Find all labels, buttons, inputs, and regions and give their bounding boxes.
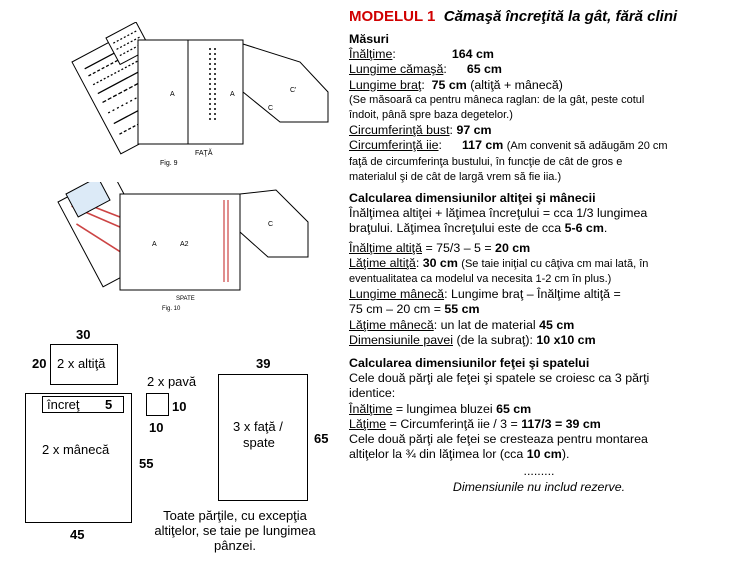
svg-text:A: A bbox=[152, 241, 157, 248]
altita-piece bbox=[50, 344, 118, 385]
altita-calc-title: Calcularea dimensiunilor altiţei şi mânecii bbox=[349, 191, 596, 206]
maneca-height: 55 bbox=[139, 456, 154, 471]
fata-label-2: spate bbox=[243, 435, 275, 450]
page-title bbox=[349, 8, 734, 26]
altita-width: 30 bbox=[76, 327, 91, 342]
fata-calc-title: Calcularea dimensiunilor feţei şi spatelui bbox=[349, 356, 590, 371]
pava-piece bbox=[146, 393, 169, 416]
fig9-caption: Fig. 9 bbox=[160, 160, 178, 167]
maneca-width: 45 bbox=[70, 527, 85, 542]
svg-text:C: C bbox=[268, 221, 274, 228]
figure-9-front bbox=[10, 22, 340, 172]
figure-10-back bbox=[28, 182, 338, 322]
footer-note: Dimensiunile nu includ rezerve. bbox=[452, 479, 626, 494]
altita-label: 2 x altiţă bbox=[57, 356, 106, 371]
model-number: MODELUL 1 bbox=[349, 8, 436, 25]
fig10-caption: Fig. 10 bbox=[162, 306, 181, 312]
increti-strip bbox=[42, 396, 124, 413]
svg-text:C: C bbox=[268, 105, 274, 112]
pava-label: 2 x pavă bbox=[147, 374, 197, 389]
maneca-piece bbox=[25, 393, 132, 523]
svg-text:C': C' bbox=[290, 87, 297, 94]
fata-height: 65 bbox=[314, 431, 329, 446]
increti-value: 5 bbox=[105, 397, 113, 412]
model-subtitle: Cămaşă încreţită la gât, fără clini bbox=[443, 8, 678, 25]
fata-label-1: 3 x faţă / bbox=[233, 419, 283, 434]
increti-label: încreţ bbox=[47, 397, 80, 412]
instructions-column: MODELUL 1 Cămaşă încreţită la gât, fără clini Măsuri Înălţime: 164 cm Lungime cămaşă: 65 cm Lungime braţ: 75 cm (altiţă + mânecă) (Se măsoară ca pentru mâneca raglan: de la gât, peste cotul îndoit, până spre baza degetelor.) Circumferinţă bust: 97 cm Circumferinţă iie: 117 cm (Am convenit să adăugăm 20 cm faţă de circumferinţa bustului, în funcţie de cât de gros e materialul şi de cât de largă vrem să fie iia.) Calcularea dimensiunilor altiţei şi mânecii Înălţimea altiţei + lăţimea încreţului = cca 1/3 lungimea braţului. Lăţimea încreţului este de cca 5-6 cm. Înălţime altiţă = 75/3 – 5 = 20 cm Lăţime altiţă: 30 cm (Se taie iniţial cu câţiva cm mai lată, în eventualitatea ca modelul va necesita 1-2 cm în plus.) Lungime mânecă: Lungime braţ – Înălţime altiţă = 75 cm – 20 cm = 55 cm Lăţime mânecă: un lat de material 45 cm Dimensiunile pavei (de la subraţ): 10 x10 cm Calcularea dimensiunilor feţei şi spatelui Cele două părţi ale feţei şi spatele se croiesc ca 3 părţi identice: Înălţime = lungimea bluzei 65 cm Lăţime = Circumferinţă iie / 3 = 117/3 = 39 cm Cele două părţi ale feţei se cresteaza pentru montarea altiţelor la ¾ din lăţimea lor (cca 10 cm). ......... Dimensiunile nu includ rezerve. bbox=[349, 8, 734, 495]
svg-text:A: A bbox=[170, 91, 175, 98]
cutting-note: Toate părţile, cu excepţia altiţelor, se taie pe lungimea pânzei. bbox=[154, 508, 316, 553]
fig9-label: FAŢĂ bbox=[195, 150, 213, 157]
fata-width: 39 bbox=[256, 356, 271, 371]
measurements-title: Măsuri bbox=[349, 32, 389, 46]
pava-w: 10 bbox=[172, 399, 187, 414]
pava-h: 10 bbox=[149, 420, 164, 435]
fata-piece bbox=[218, 374, 308, 501]
fig10-label: SPATE bbox=[176, 296, 195, 302]
svg-text:A: A bbox=[230, 91, 235, 98]
altita-height: 20 bbox=[32, 356, 47, 371]
maneca-label: 2 x mânecă bbox=[42, 442, 110, 457]
svg-text:A2: A2 bbox=[180, 241, 189, 248]
